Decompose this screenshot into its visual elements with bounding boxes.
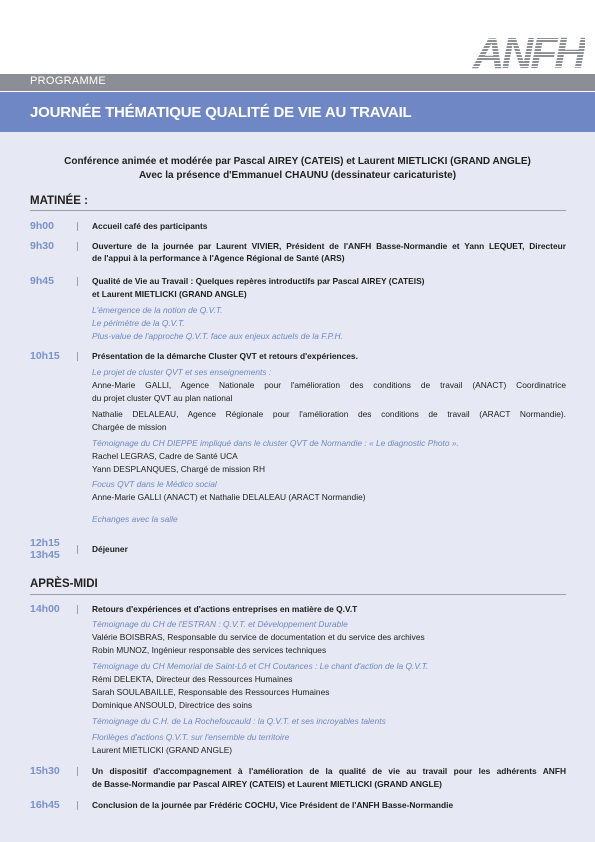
divider bbox=[77, 545, 78, 554]
time-14h00: 14h00 bbox=[30, 603, 60, 615]
session-title: et Laurent MIETLICKI (GRAND ANGLE) bbox=[92, 289, 247, 299]
session-subheading: Témoignage du C.H. de La Rochefoucauld : la Q.V.T. et ses incroyables talents bbox=[92, 716, 386, 726]
time-13h45: 13h45 bbox=[30, 549, 60, 561]
session-title: Retours d'expériences et d'actions entreprises en matière de Q.V.T bbox=[92, 604, 358, 614]
session-title: Conclusion de la journée par Frédéric COCHU, Vice Président de l'ANFH Basse-Normandie bbox=[92, 800, 454, 810]
time-12h15: 12h15 bbox=[30, 537, 60, 549]
speaker-line: Dominique ANSOULD, Directrice des soins bbox=[92, 700, 253, 710]
morning-rule bbox=[30, 210, 566, 211]
title-bar bbox=[0, 92, 595, 132]
session-title: Présentation de la démarche Cluster QVT et retours d'expériences. bbox=[92, 351, 358, 361]
session-subheading: Témoignage du CH de l'ESTRAN : Q.V.T. et Développement Durable bbox=[92, 619, 348, 629]
divider bbox=[77, 605, 78, 614]
time-9h45: 9h45 bbox=[30, 275, 54, 287]
svg-text:ANFH: ANFH bbox=[472, 29, 583, 72]
time-10h15: 10h15 bbox=[30, 350, 60, 362]
speaker-line: Nathalie DELALEAU, Agence Régionale pour l'amélioration des conditions de travail (ARACT Normandie). bbox=[92, 409, 566, 419]
session-subheading: Le projet de cluster QVT et ses enseignements : bbox=[92, 367, 272, 377]
session-title: de l'appui à la performance à l'Agence Régional de Santé (ARS) bbox=[92, 253, 345, 263]
speaker-line: Rachel LEGRAS, Cadre de Santé UCA bbox=[92, 451, 238, 461]
divider bbox=[77, 352, 78, 361]
session-title: Déjeuner bbox=[92, 544, 128, 554]
speaker-line: Laurent MIETLICKI (GRAND ANGLE) bbox=[92, 745, 233, 755]
divider bbox=[77, 242, 78, 251]
morning-heading: MATINÉE : bbox=[30, 195, 88, 207]
speaker-line: Anne-Marie GALLI, Agence Nationale pour l'amélioration des conditions de travail (ANACT) Coordinatrice bbox=[92, 380, 566, 390]
anfh-logo bbox=[467, 28, 585, 72]
divider bbox=[77, 767, 78, 776]
divider bbox=[77, 801, 78, 810]
divider bbox=[77, 277, 78, 286]
afternoon-heading: APRÈS-MIDI bbox=[30, 578, 98, 590]
program-label: PROGRAMME bbox=[30, 75, 107, 87]
speaker-line: Sarah SOULABAILLE, Responsable des Ressources Humaines bbox=[92, 687, 330, 697]
time-9h30: 9h30 bbox=[30, 240, 54, 252]
session-subheading: Focus QVT dans le Médico social bbox=[92, 479, 217, 489]
time-16h45: 16h45 bbox=[30, 799, 60, 811]
session-title: de Basse-Normandie par Pascal AIREY (CATEIS) et Laurent MIETLICKI (GRAND ANGLE) bbox=[92, 779, 442, 789]
session-title: Qualité de Vie au Travail : Quelques repères introductifs par Pascal AIREY (CATEIS) bbox=[92, 276, 425, 286]
intro-line-1: Conférence animée et modérée par Pascal AIREY (CATEIS) et Laurent MIETLICKI (GRAND ANGLE) bbox=[64, 156, 531, 167]
program-panel bbox=[0, 132, 595, 842]
speaker-line: Rémi DELEKTA, Directeur des Ressources Humaines bbox=[92, 674, 293, 684]
time-9h00: 9h00 bbox=[30, 220, 54, 232]
session-title: Un dispositif d'accompagnement à l'amélioration de la qualité de vie au travail pour les adhérents ANFH bbox=[92, 766, 566, 776]
speaker-line: Valérie BOISBRAS, Responsable du service de documentation et du service des archives bbox=[92, 632, 425, 642]
session-title: Accueil café des participants bbox=[92, 221, 208, 231]
session-topic: Plus-value de l'approche Q.V.T. face aux enjeux actuels de la F.P.H. bbox=[92, 331, 343, 341]
session-subheading: Florilèges d'actions Q.V.T. sur l'ensemble du territoire bbox=[92, 732, 290, 742]
divider bbox=[77, 222, 78, 231]
speaker-line: Yann DESPLANQUES, Chargé de mission RH bbox=[92, 464, 265, 474]
session-topic: Le périmètre de la Q.V.T. bbox=[92, 318, 185, 328]
program-bar bbox=[0, 74, 595, 91]
speaker-line: du projet cluster QVT au plan national bbox=[92, 393, 233, 403]
page-title: JOURNÉE THÉMATIQUE QUALITÉ DE VIE AU TRAVAIL bbox=[30, 104, 412, 121]
speaker-line: Anne-Marie GALLI (ANACT) et Nathalie DELALEAU (ARACT Normandie) bbox=[92, 492, 366, 502]
speaker-line: Robin MUNOZ, Ingénieur responsable des services techniques bbox=[92, 645, 327, 655]
intro-line-2: Avec la présence d'Emmanuel CHAUNU (dessinateur caricaturiste) bbox=[138, 170, 457, 181]
session-title: Ouverture de la journée par Laurent VIVIER, Président de l'ANFH Basse-Normandie et Yann LEQUET, Directeur bbox=[92, 241, 566, 251]
speaker-line: Chargée de mission bbox=[92, 422, 167, 432]
session-subheading: Témoignage du CH Memorial de Saint-Lô et CH Coutances : Le chant d'action de la Q.V.T. bbox=[92, 661, 429, 671]
session-subheading: Témoignage du CH DIEPPE impliqué dans le cluster QVT de Normandie : « Le diagnostic Photo ». bbox=[92, 438, 459, 448]
afternoon-rule bbox=[30, 594, 566, 595]
time-15h30: 15h30 bbox=[30, 765, 60, 777]
session-topic: L'émergence de la notion de Q.V.T. bbox=[92, 305, 223, 315]
session-subheading: Echanges avec la salle bbox=[92, 514, 178, 524]
